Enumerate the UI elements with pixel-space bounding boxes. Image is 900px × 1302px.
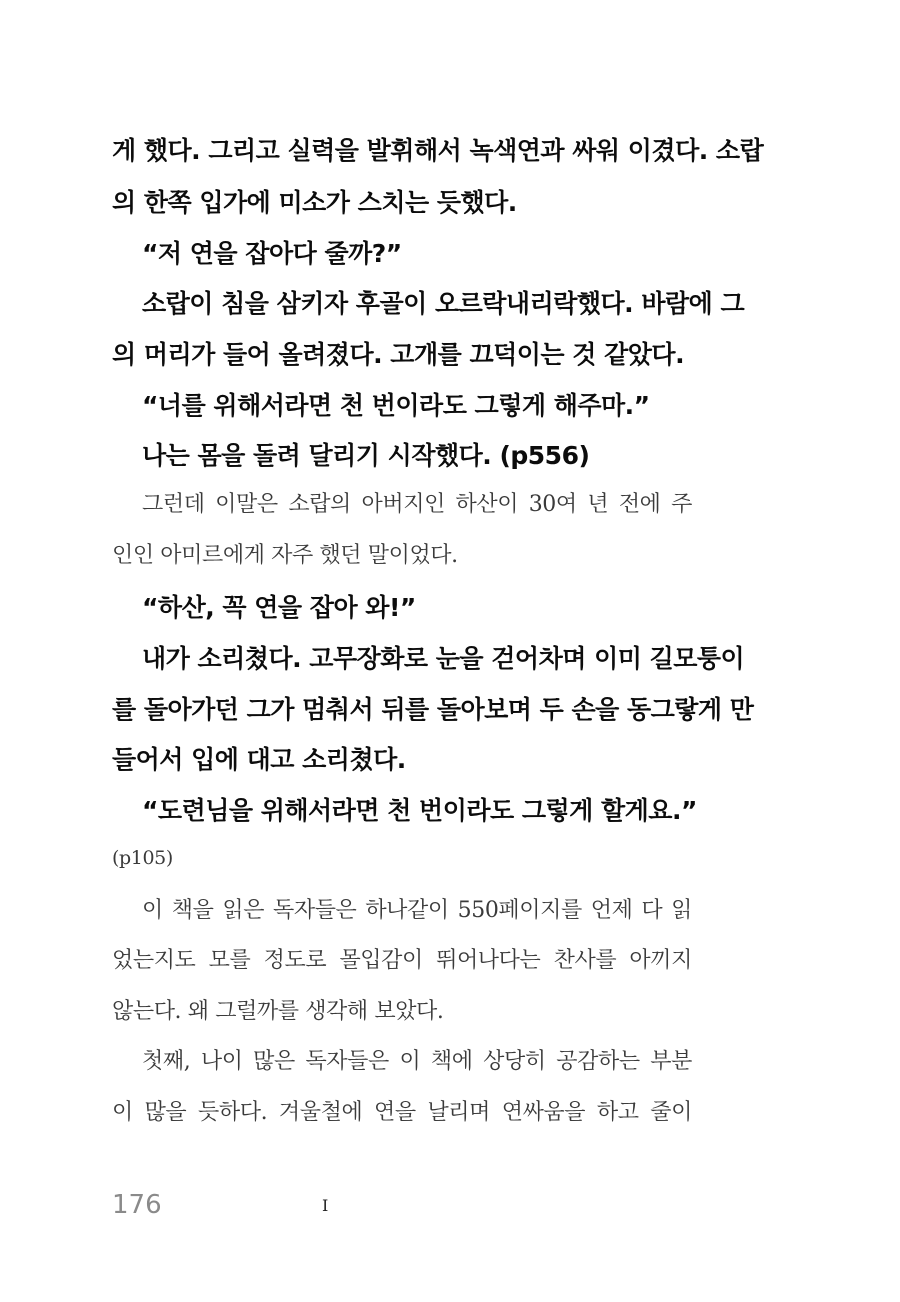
- body-text-line: 않는다. 왜 그럴까를 생각해 보았다.: [112, 999, 444, 1024]
- text-cursor-mark: I: [322, 1196, 329, 1215]
- dialogue-line: “너를 위해서라면 천 번이라도 그렇게 해주마.”: [142, 391, 650, 420]
- text-line: 의 한쪽 입가에 미소가 스치는 듯했다.: [112, 188, 517, 217]
- dialogue-line: “하산, 꼭 연을 잡아 와!”: [142, 593, 416, 622]
- text-line: 내가 소리쳤다. 고무장화로 눈을 걷어차며 이미 길모퉁이: [142, 644, 745, 673]
- body-text-line: 이 많을 듯하다. 겨울철에 연을 날리며 연싸움을 하고 줄이: [112, 1100, 692, 1125]
- text-line: 소랍이 침을 삼키자 후골이 오르락내리락했다. 바람에 그: [142, 289, 745, 318]
- body-text-line: 첫째, 나이 많은 독자들은 이 책에 상당히 공감하는 부분: [142, 1049, 692, 1074]
- dialogue-line: “저 연을 잡아다 줄까?”: [142, 239, 402, 268]
- text-line: 의 머리가 들어 올려졌다. 고개를 끄덕이는 것 같았다.: [112, 340, 685, 369]
- text-line: 를 돌아가던 그가 멈춰서 뒤를 돌아보며 두 손을 동그랗게 만: [112, 695, 754, 724]
- body-text-line: 인인 아미르에게 자주 했던 말이었다.: [112, 543, 458, 568]
- body-text-line: 이 책을 읽은 독자들은 하나같이 550페이지를 언제 다 읽: [142, 898, 692, 923]
- body-text-line: 었는지도 모를 정도로 몰입감이 뛰어나다는 찬사를 아끼지: [112, 948, 692, 973]
- dialogue-line: “도련님을 위해서라면 천 번이라도 그렇게 할게요.”: [142, 796, 697, 825]
- text-line: 나는 몸을 돌려 달리기 시작했다. (p556): [142, 441, 590, 470]
- text-line: 들어서 입에 대고 소리쳤다.: [112, 745, 406, 774]
- citation-line: (p105): [112, 847, 173, 869]
- page-number: 176: [112, 1190, 162, 1220]
- text-line: 게 했다. 그리고 실력을 발휘해서 녹색연과 싸워 이겼다. 소랍: [112, 136, 764, 165]
- body-text-line: 그런데 이말은 소랍의 아버지인 하산이 30여 년 전에 주: [142, 492, 692, 517]
